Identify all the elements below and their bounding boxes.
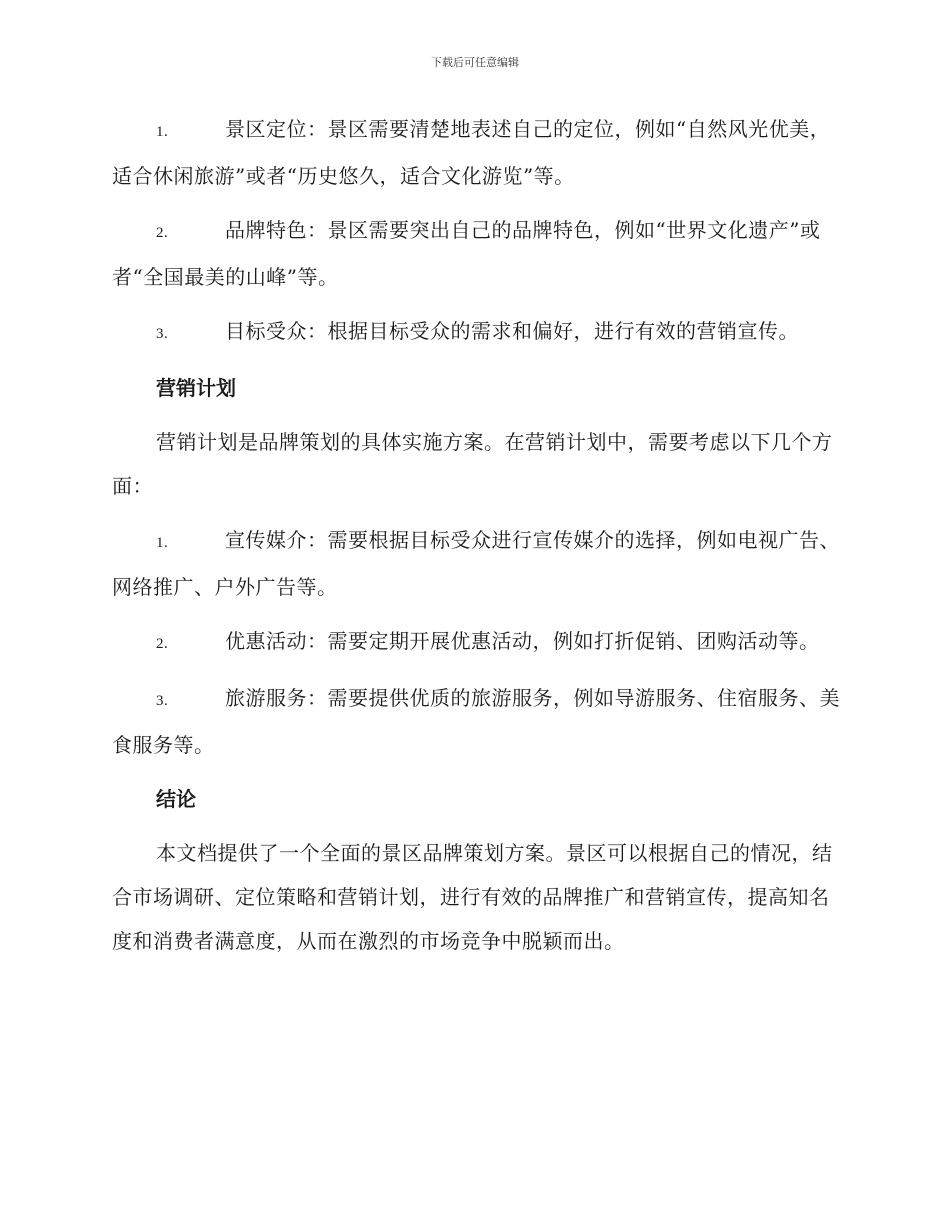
list-text: 宣传媒介：需要根据目标受众进行宣传媒介的选择，例如电视广告、网络推广、户外广告等。 xyxy=(112,528,840,599)
list-item xyxy=(112,309,847,356)
section-heading-marketing: 营销计划 xyxy=(156,376,236,400)
list-number: 2. xyxy=(156,636,169,652)
list-number: 3. xyxy=(156,693,169,709)
list-item xyxy=(112,518,847,609)
list-text: 目标受众：根据目标受众的需求和偏好，进行有效的营销宣传。 xyxy=(225,319,799,343)
conclusion-text: 本文档提供了一个全面的景区品牌策划方案。景区可以根据自己的情况，结合市场调研、定位策略和营销计划，进行有效的品牌推广和营销宣传，提高知名度和消费者满意度，从而在激烈的市场竞争中脱颖而出。 xyxy=(112,841,833,953)
page-header: 下载后可任意编辑 xyxy=(431,56,519,69)
list-item xyxy=(112,107,847,198)
list-number: 2. xyxy=(156,225,169,241)
section-heading-conclusion: 结论 xyxy=(156,787,196,811)
list-number: 1. xyxy=(156,124,169,140)
list-item xyxy=(112,619,847,666)
list-text: 景区定位：景区需要清楚地表述自己的定位，例如“自然风光优美，适合休闲旅游”或者“历史悠久，适合文化游览”等。 xyxy=(112,117,831,188)
list-number: 1. xyxy=(156,535,169,551)
list-text: 旅游服务：需要提供优质的旅游服务，例如导游服务、住宿服务、美食服务等。 xyxy=(112,686,840,757)
document-body xyxy=(112,107,847,973)
list-item xyxy=(112,676,847,767)
list-text: 优惠活动：需要定期开展优惠活动，例如打折促销、团购活动等。 xyxy=(225,629,820,653)
list-text: 品牌特色：景区需要突出自己的品牌特色，例如“世界文化遗产”或者“全国最美的山峰”等。 xyxy=(112,218,821,289)
list-item xyxy=(112,208,847,299)
list-number: 3. xyxy=(156,326,169,342)
marketing-intro: 营销计划是品牌策划的具体实施方案。在营销计划中，需要考虑以下几个方面： xyxy=(112,430,833,498)
